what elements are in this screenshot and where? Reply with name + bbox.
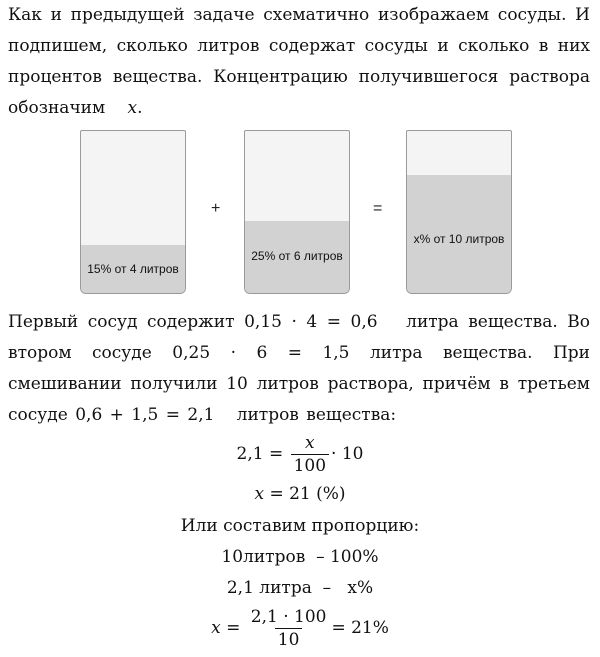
vessel-1-label: 15% от 4 литров: [87, 262, 179, 276]
intro-variable: x: [127, 98, 138, 118]
intro-text: Как и предыдущей задаче схематично изображаем сосуды. И подпишем, сколько литров содержат сосуды и сколько в них процентов вещества. Концентрацию получившегося раствора обозначим: [8, 5, 590, 118]
proportion-intro: Или составим пропорцию:: [180, 516, 420, 536]
vessel-3: [406, 130, 512, 294]
equation-1: [0, 432, 600, 477]
proportion-row-2: 2,1 литра – x%: [226, 578, 374, 598]
eq3-result: = 21%: [331, 618, 389, 638]
solution-expr-c: 0,6 + 1,5 = 2,1: [75, 405, 215, 425]
vessel-2-label: 25% от 6 литров: [251, 249, 343, 263]
solution-text-d: литров вещества:: [236, 405, 397, 425]
eq2-variable: x: [254, 484, 265, 504]
solution-text-a: Первый сосуд содержит: [8, 312, 235, 332]
eq3-equals: =: [226, 618, 241, 638]
vessel-3-label: x% от 10 литров: [413, 232, 505, 246]
eq1-right: · 10: [331, 444, 364, 464]
intro-paragraph: [8, 0, 590, 124]
proportion-row-1: 10литров – 100%: [221, 547, 379, 567]
equals-sign: =: [373, 200, 383, 217]
solution-expr-b: 0,25 · 6 = 1,5: [172, 343, 350, 363]
eq1-denominator: 100: [291, 454, 329, 477]
vessel-1: [80, 130, 186, 294]
equation-3: [0, 606, 600, 651]
eq2-rest: = 21 (%): [269, 484, 346, 504]
eq1-numerator: x: [305, 433, 315, 453]
plus-sign: +: [211, 200, 221, 217]
eq1-fraction: [291, 432, 329, 477]
solution-text-b: литра вещества. Во втором сосуде: [8, 312, 591, 363]
solution-expr-a: 0,15 · 4 = 0,6: [244, 312, 378, 332]
eq1-left: 2,1 =: [236, 444, 284, 464]
eq3-fraction: [248, 606, 330, 651]
eq3-numerator: 2,1 · 100: [250, 607, 327, 627]
eq3-denominator: 10: [275, 628, 303, 651]
solution-text-c: литра вещества. При смешивании получили 10 литров раствора, причём в третьем сосуде: [8, 343, 591, 425]
vessel-2: [244, 130, 350, 294]
intro-end: .: [137, 98, 143, 118]
eq3-variable: x: [211, 618, 221, 638]
solution-paragraph: [8, 307, 590, 431]
equation-2: [0, 484, 600, 504]
